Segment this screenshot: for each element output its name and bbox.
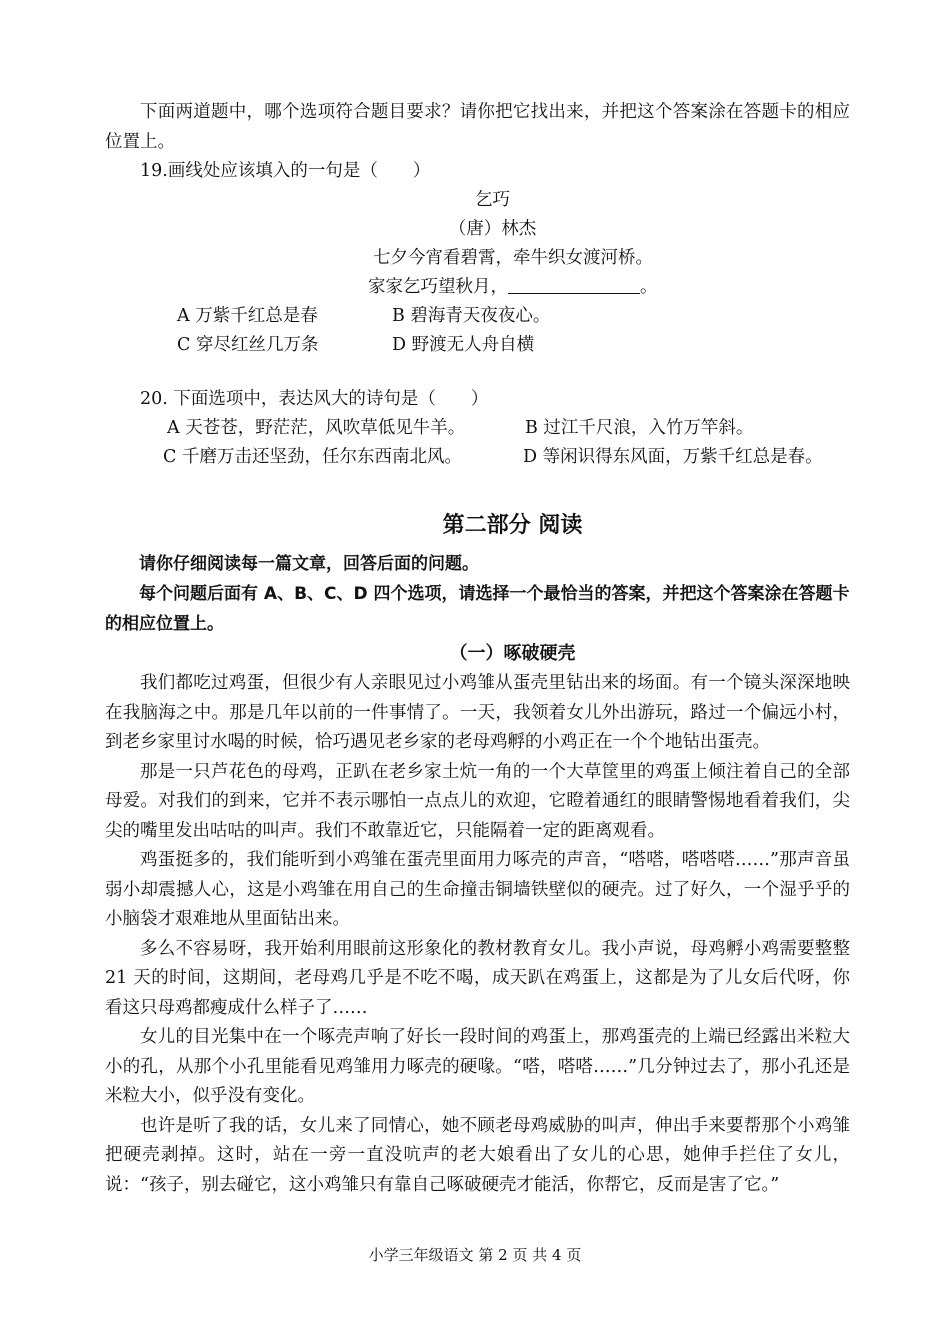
- article-paragraph: 女儿的目光集中在一个啄壳声响了好长一段时间的鸡蛋上，那鸡蛋壳的上端已经露出米粒大小的孔，从那个小孔里能看见鸡雏用力啄壳的硬喙。“嗒，嗒嗒……”几分钟过去了，那小孔还是米粒大小，似乎没有变化。: [105, 1027, 850, 1106]
- section-title: 第二部分 阅读: [442, 513, 583, 538]
- q19-stem: 19.画线处应该填入的一句是（ ）: [140, 161, 431, 181]
- q19-option-d: D 野渡无人舟自横: [392, 335, 535, 355]
- article-paragraph: 也许是听了我的话，女儿来了同情心，她不顾老母鸡威胁的叫声，伸出手来要帮那个小鸡雏把硬壳剥掉。这时，站在一旁一直没吭声的老大娘看出了女儿的心思，她伸手拦住了女儿，说：“孩子，别去碰它，这小鸡雏只有靠自己啄破硬壳才能活，你帮它，反而是害了它。”: [105, 1115, 850, 1195]
- page-footer: 小学三年级语文 第 2 页 共 4 页: [368, 1246, 582, 1264]
- fill-in-blank: [508, 275, 640, 294]
- poem-line-2-end: 。: [640, 277, 658, 297]
- q20-stem: 20. 下面选项中，表达风大的诗句是（ ）: [140, 389, 489, 409]
- q20-option-a: A 天苍苍，野茫茫，风吹草低见牛羊。: [167, 418, 466, 438]
- intro-text: 下面两道题中，哪个选项符合题目要求？请你把它找出来，并把这个答案涂在答题卡的相应位置上。: [105, 102, 850, 152]
- q19-option-c: C 穿尽红丝几万条: [177, 335, 319, 355]
- q20-options-row-1: [105, 414, 850, 443]
- instruction-2: 每个问题后面有 A、B、C、D 四个选项，请选择一个最恰当的答案，并把这个答案涂在答题卡的相应位置上。: [105, 584, 850, 634]
- article-paragraph: 那是一只芦花色的母鸡，正趴在老乡家土炕一角的一个大草筐里的鸡蛋上倾注着自己的全部母爱。对我们的到来，它并不表示哪怕一点点儿的欢迎，它瞪着通红的眼睛警惕地看着我们，尖尖的嘴里发出咕咕的叫声。我们不敢靠近它，只能隔着一定的距离观看。: [105, 761, 850, 841]
- poem-line-2-text: 家家乞巧望秋月，: [368, 277, 508, 297]
- q19-options-row-2: [105, 331, 850, 360]
- poem-line-1: [105, 244, 850, 273]
- q19-option-b: B 碧海青天夜夜心。: [392, 306, 551, 326]
- q20-option-d: D 等闲识得东风面，万紫千红总是春。: [523, 447, 823, 467]
- article-paragraph: 我们都吃过鸡蛋，但很少有人亲眼见过小鸡雏从蛋壳里钻出来的场面。有一个镜头深深地映在我脑海之中。那是几年以前的一件事情了。一天，我领着女儿外出游玩，路过一个偏远小村，到老乡家里讨水喝的时候，恰巧遇见老乡家的老母鸡孵的小鸡正在一个个地钻出蛋壳。: [105, 673, 850, 752]
- poem-line-2: [105, 273, 850, 302]
- page-content: [105, 98, 850, 1200]
- instruction-1: 请你仔细阅读每一篇文章，回答后面的问题。: [139, 554, 479, 574]
- poem-author: （唐）林杰: [448, 219, 537, 239]
- q19-option-a: A 万紫千红总是春: [177, 306, 318, 326]
- q19-options-row-1: [105, 302, 850, 331]
- article-title: （一）啄破硬壳: [449, 643, 576, 664]
- poem-title: 乞巧: [475, 190, 510, 210]
- article-paragraph: 鸡蛋挺多的，我们能听到小鸡雏在蛋壳里面用力啄壳的声音，“嗒嗒，嗒嗒嗒……”那声音虽弱小却震撼人心，这是小鸡雏在用自己的生命撞击铜墙铁壁似的硬壳。过了好久，一个湿乎乎的小脑袋才艰难地从里面钻出来。: [105, 850, 850, 929]
- poem-line-1-text: 七夕今宵看碧霄，牵牛织女渡河桥。: [373, 248, 653, 268]
- q20-option-c: C 千磨万击还坚劲，任尔东西南北风。: [163, 447, 462, 467]
- q20-options-row-2: [105, 443, 850, 472]
- q20-option-b: B 过江千尺浪，入竹万竿斜。: [525, 418, 754, 438]
- article-paragraph: 多么不容易呀，我开始利用眼前这形象化的教材教育女儿。我小声说，母鸡孵小鸡需要整整 21 天的时间，这期间，老母鸡几乎是不吃不喝，成天趴在鸡蛋上，这都是为了儿女后代呀，你看这只母鸡都瘦成什么样子了……: [105, 938, 850, 1018]
